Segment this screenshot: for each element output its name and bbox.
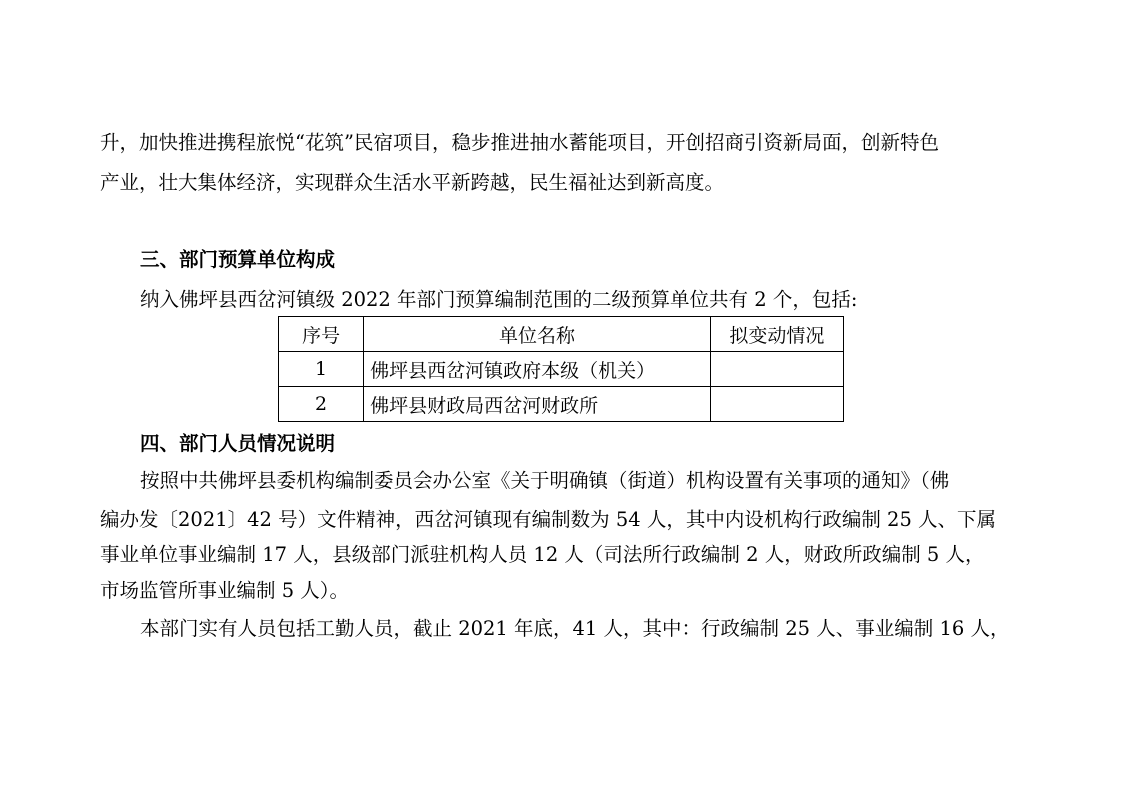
section-3-heading: 三、部门预算单位构成 (140, 248, 336, 271)
section-3-intro: 纳入佛坪县西岔河镇级 2022 年部门预算编制范围的二级预算单位共有 2 个，包括: (140, 288, 858, 311)
section-4-line-2: 编办发〔2021〕42 号）文件精神，西岔河镇现有编制数为 54 人，其中内设机构行政编制 25 人、下属 (100, 508, 997, 531)
cell-planned-change (710, 352, 843, 387)
header-unit-name: 单位名称 (364, 317, 711, 352)
paragraph-top-line-2: 产业，壮大集体经济，实现群众生活水平新跨越，民生福祉达到新高度。 (100, 171, 725, 194)
cell-serial: 1 (279, 352, 364, 387)
budget-units-table (278, 316, 844, 422)
section-4-line-1: 按照中共佛坪县委机构编制委员会办公室《关于明确镇（街道）机构设置有关事项的通知》（佛 (140, 469, 950, 492)
table-row (279, 352, 844, 387)
section-4-line-5: 本部门实有人员包括工勤人员，截止 2021 年底，41 人，其中：行政编制 25 人、事业编制 16 人， (140, 617, 1010, 640)
cell-unit-name: 佛坪县财政局西岔河财政所 (364, 387, 711, 422)
section-4-line-3: 事业单位事业编制 17 人，县级部门派驻机构人员 12 人（司法所行政编制 2 人，财政所政编制 5 人， (100, 543, 985, 566)
section-4-line-4: 市场监管所事业编制 5 人）。 (100, 579, 350, 602)
cell-serial: 2 (279, 387, 364, 422)
paragraph-top-line-1: 升，加快推进携程旅悦“花筑”民宿项目，稳步推进抽水蓄能项目，开创招商引资新局面，创新特色 (100, 131, 939, 154)
table-row (279, 387, 844, 422)
section-4-heading: 四、部门人员情况说明 (140, 432, 336, 455)
header-planned-change: 拟变动情况 (710, 317, 843, 352)
table-header-row (279, 317, 844, 352)
header-serial: 序号 (279, 317, 364, 352)
cell-planned-change (710, 387, 843, 422)
cell-unit-name: 佛坪县西岔河镇政府本级（机关） (364, 352, 711, 387)
